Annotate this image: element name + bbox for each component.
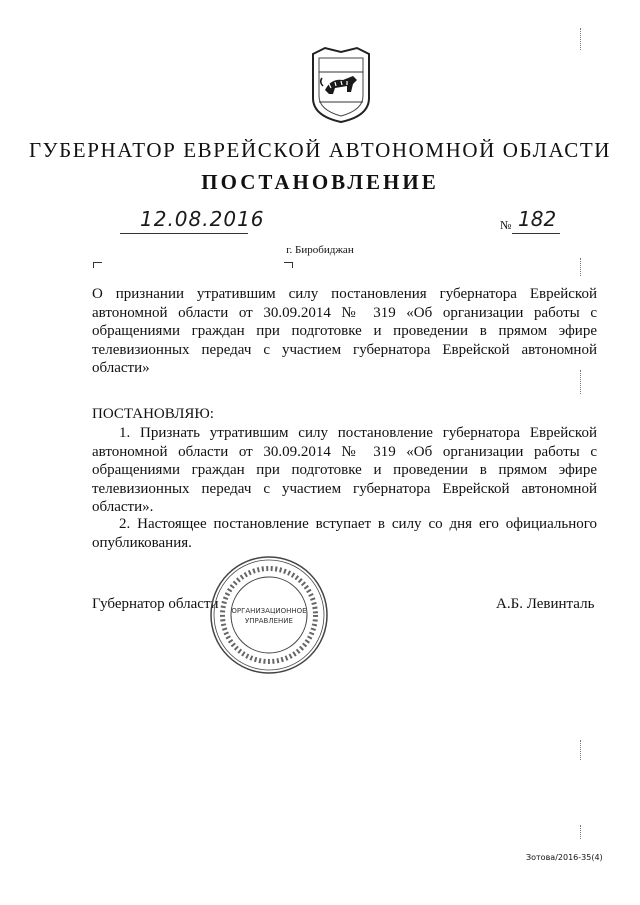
number-underline <box>512 233 560 234</box>
scan-artifact <box>580 740 581 760</box>
title-bracket-left <box>93 262 102 268</box>
stamp-text-line1: ОРГАНИЗАЦИОННОЕ <box>231 607 307 615</box>
resolve-heading: ПОСТАНОВЛЯЮ: <box>92 406 214 422</box>
authority-title: ГУБЕРНАТОР ЕВРЕЙСКОЙ АВТОНОМНОЙ ОБЛАСТИ <box>28 138 612 162</box>
date-underline <box>120 233 248 234</box>
signer-name: А.Б. Левинталь <box>496 596 595 612</box>
clause-2: 2. Настоящее постановление вступает в силу со дня его официального опубликования. <box>92 516 597 551</box>
scan-artifact <box>580 370 581 394</box>
place-of-issue: г. Биробиджан <box>286 244 354 256</box>
scan-artifact <box>580 825 581 839</box>
document-date: 12.08.2016 <box>140 207 265 231</box>
document-type-heading: ПОСТАНОВЛЕНИЕ <box>201 170 439 194</box>
title-bracket-right <box>284 262 293 268</box>
number-sign: № <box>500 218 512 232</box>
coat-of-arms-icon <box>303 46 379 124</box>
signer-title: Губернатор области <box>92 596 219 612</box>
document-subject: О признании утратившим силу постановления губернатора Еврейской автономной области от 30.09.2014 № 319 «Об организации работы с обращениями граждан при подготовке и проведении в прямом эфире телевизионных передач с участием губернатора Еврейской автономной области» <box>92 286 597 377</box>
scan-artifact <box>580 258 581 276</box>
scan-artifact <box>580 28 581 50</box>
stamp-text-line2: УПРАВЛЕНИЕ <box>245 617 293 625</box>
official-stamp <box>207 553 331 677</box>
document-number: 182 <box>518 207 557 231</box>
clause-1: 1. Признать утратившим силу постановление губернатора Еврейской автономной области от 30.09.2014 № 319 «Об организации работы с обращениями граждан при подготовке и проведении в прямом эфире телевизионных передач с участием губернатора Еврейской автономной области». <box>92 425 597 516</box>
footer-code: Зотова/2016-35(4) <box>526 853 603 862</box>
